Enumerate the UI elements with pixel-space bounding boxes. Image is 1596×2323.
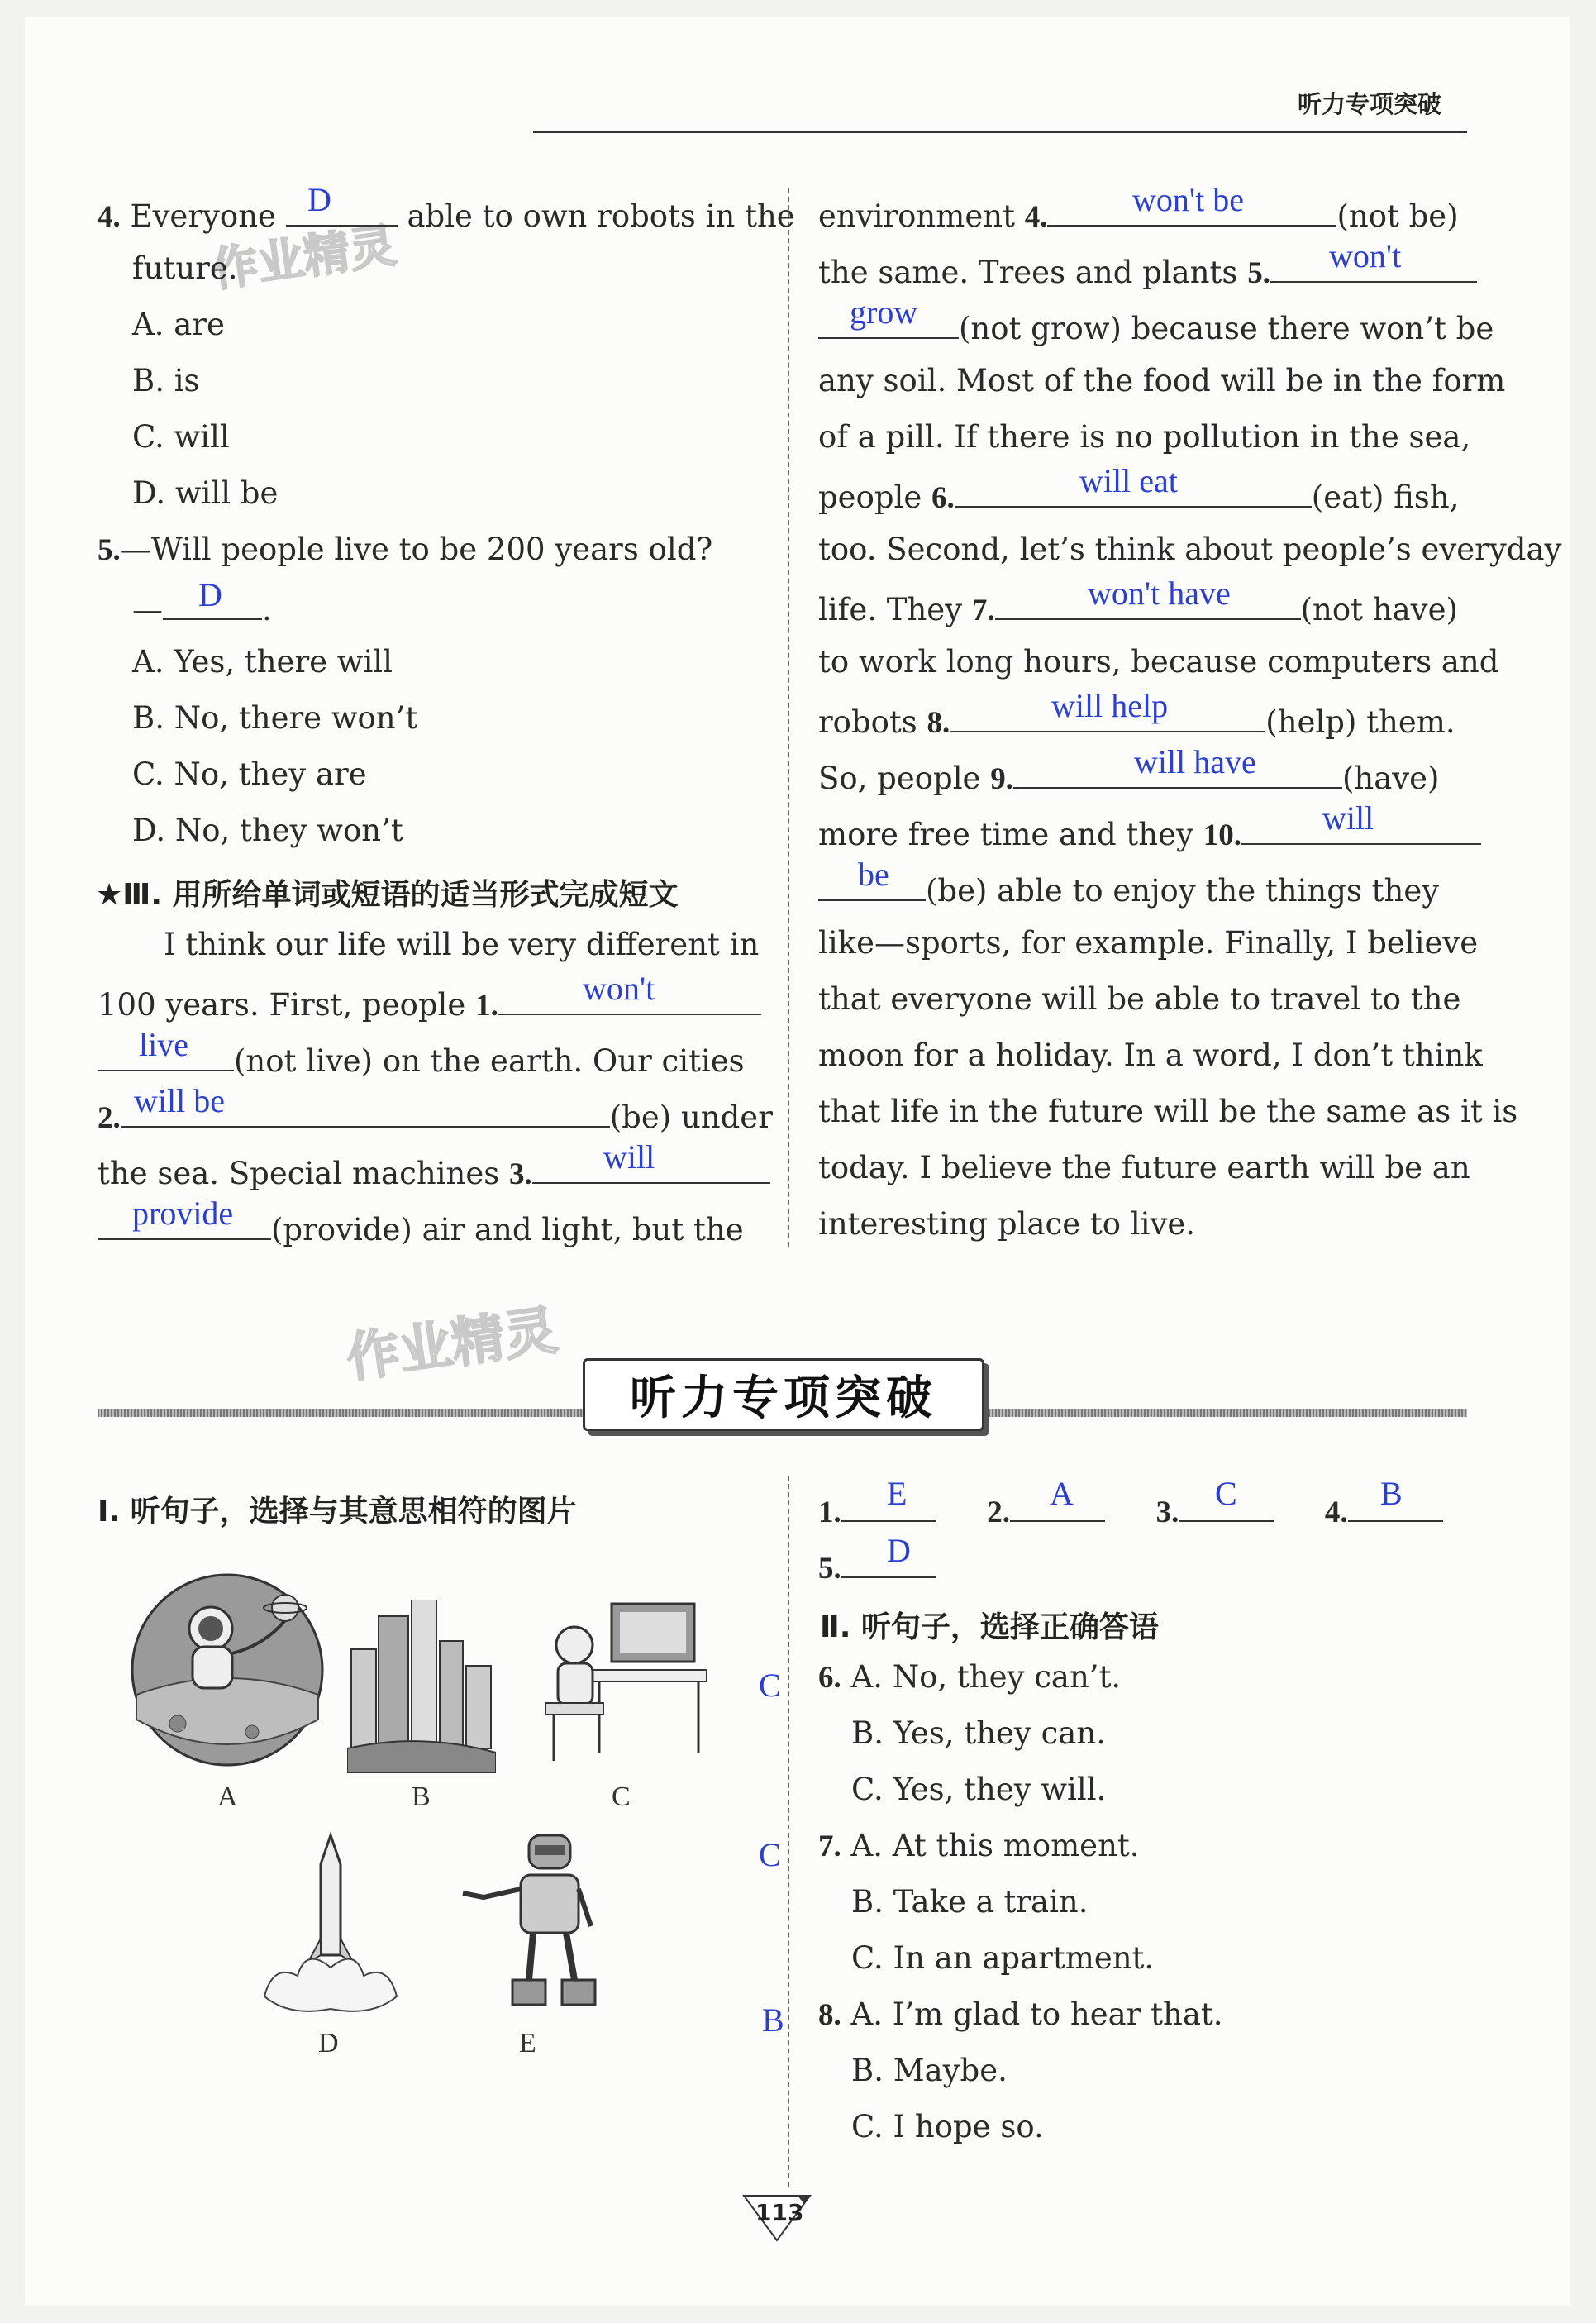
q5-option-c: C. No, they are [132, 756, 367, 792]
passage-line-1: I think our life will be very different in [164, 927, 760, 962]
watermark-top: 作业精灵 [208, 218, 400, 298]
blank-10-answer: will [1322, 799, 1374, 837]
picture-b-label: B [412, 1782, 431, 1812]
q4-option-c: C. will [132, 419, 230, 455]
passage-right-line-16: moon for a holiday. In a word, I don’t think [818, 1037, 1483, 1073]
passage-right-line-5: of a pill. If there is no pollution in the sea, [818, 419, 1471, 455]
listening-answer-5: D [887, 1532, 911, 1569]
q5-option-a: A. Yes, there will [132, 644, 393, 680]
passage-right-line-18: today. I believe the future earth will be an [818, 1150, 1470, 1185]
passage-line-5: the sea. Special machines 3. [98, 1154, 770, 1190]
blank-8-answer: will help [1051, 687, 1169, 724]
q4-option-b: B. is [132, 363, 200, 398]
listening-title-box [583, 1358, 984, 1431]
section-3-heading: ★Ⅲ. 用所给单词或短语的适当形式完成短文 [96, 878, 679, 912]
q5-stem: 5.—Will people live to be 200 years old? [98, 532, 713, 567]
q4-stem: 4. Everyone able to own robots in the [98, 198, 795, 234]
q5-response: — . [132, 592, 272, 627]
banner-band-right [975, 1409, 1467, 1417]
passage-line-3: (not live) on the earth. Our cities [98, 1042, 745, 1076]
picture-a-astronaut-illustration [128, 1571, 326, 1769]
blank-4-answer: won't be [1132, 181, 1244, 218]
listening-section-2-heading: Ⅱ. 听句子，选择正确答语 [820, 1610, 1159, 1644]
blank-3-answer: will [603, 1138, 655, 1176]
listening-section-1-heading: Ⅰ. 听句子，选择与其意思相符的图片 [98, 1495, 577, 1529]
picture-c-computer-illustration [533, 1587, 715, 1769]
blank-1-answer-cont: live [139, 1026, 188, 1063]
passage-right-line-7: too. Second, let’s think about people’s everyday [818, 532, 1562, 567]
passage-right-line-6: people 6. (eat) fish, [818, 479, 1460, 515]
q5-option-b: B. No, there won’t [132, 700, 418, 736]
listening-answer-3: C [1215, 1475, 1237, 1512]
passage-right-line-8: life. They 7. (not have) [818, 592, 1458, 627]
q6-answer: C [759, 1667, 781, 1704]
passage-right-line-2: the same. Trees and plants 5. [818, 253, 1477, 289]
passage-right-line-14: like—sports, for example. Finally, I believe [818, 925, 1479, 961]
blank-2-answer: will be [134, 1082, 225, 1119]
passage-right-line-11: So, people 9. (have) [818, 761, 1440, 796]
picture-e-robot-illustration [450, 1827, 607, 2017]
q7-answer: C [759, 1836, 781, 1873]
listening-answer-row-1: 1. 2. 3. 4. [818, 1492, 1443, 1528]
q6-option-a: 6. A. No, they can’t. [818, 1659, 1122, 1695]
listening-answer-2: A [1050, 1475, 1074, 1512]
q7-option-b: B. Take a train. [851, 1884, 1089, 1920]
passage-right-line-19: interesting place to live. [818, 1206, 1196, 1242]
passage-right-line-10: robots 8. (help) them. [818, 704, 1455, 740]
listening-answer-row-2: 5. [818, 1548, 936, 1584]
page-number: 113 [755, 2199, 804, 2226]
passage-right-line-12: more free time and they 10. [818, 815, 1481, 851]
passage-right-line-3: (not grow) because there won’t be [818, 309, 1494, 344]
picture-b-city-illustration [347, 1600, 496, 1773]
q8-option-b: B. Maybe. [851, 2053, 1008, 2088]
q4-option-d: D. will be [132, 475, 279, 511]
blank-1-answer: won't [583, 970, 655, 1007]
blank-9-answer: will have [1134, 743, 1256, 780]
blank-7-answer: won't have [1088, 575, 1231, 612]
listening-title: 听力专项突破 [630, 1371, 937, 1425]
q4-answer: D [307, 181, 331, 218]
q6-option-b: B. Yes, they can. [851, 1715, 1106, 1751]
passage-right-line-17: that life in the future will be the same as it is [818, 1094, 1518, 1129]
header-rule [533, 131, 1467, 133]
passage-line-2: 100 years. First, people 1. [98, 985, 761, 1021]
blank-6-answer: will eat [1079, 462, 1178, 499]
passage-line-6: (provide) air and light, but the [98, 1210, 744, 1245]
banner-band-left [98, 1409, 587, 1417]
q8-option-a: 8. A. I’m glad to hear that. [818, 1996, 1223, 2032]
passage-line-4: 2. (be) under [98, 1099, 773, 1135]
passage-right-line-15: that everyone will be able to travel to the [818, 981, 1461, 1017]
q6-option-c: C. Yes, they will. [851, 1772, 1107, 1807]
picture-a-label: A [217, 1782, 238, 1812]
blank-5-answer-cont: grow [850, 293, 918, 331]
q5-answer: D [198, 576, 222, 613]
listening-answer-4: B [1380, 1475, 1403, 1512]
listening-answer-1: E [887, 1475, 908, 1512]
blank-3-answer-cont: provide [132, 1195, 234, 1232]
picture-d-label: D [318, 2028, 339, 2058]
picture-d-rocket-illustration [248, 1831, 413, 2021]
picture-c-label: C [612, 1782, 631, 1812]
column-divider-top [788, 188, 789, 1247]
passage-right-line-1: environment 4. (not be) [818, 198, 1459, 234]
blank-10-answer-cont: be [858, 856, 889, 893]
q4-stem-cont: future. [132, 250, 238, 286]
header-title: 听力专项突破 [1298, 90, 1442, 118]
q5-option-d: D. No, they won’t [132, 813, 403, 848]
column-divider-bottom [788, 1476, 789, 2187]
passage-right-line-13: (be) able to enjoy the things they [818, 871, 1439, 906]
watermark-middle: 作业精灵 [342, 1300, 561, 1390]
q8-answer: B [762, 2001, 784, 2039]
q7-option-a: 7. A. At this moment. [818, 1828, 1140, 1863]
q8-option-c: C. I hope so. [851, 2109, 1044, 2144]
q7-option-c: C. In an apartment. [851, 1940, 1155, 1976]
blank-5-answer: won't [1329, 237, 1402, 274]
q4-option-a: A. are [132, 307, 225, 342]
picture-e-label: E [519, 2028, 536, 2058]
passage-right-line-4: any soil. Most of the food will be in the form [818, 363, 1506, 398]
passage-right-line-9: to work long hours, because computers and [818, 644, 1499, 680]
